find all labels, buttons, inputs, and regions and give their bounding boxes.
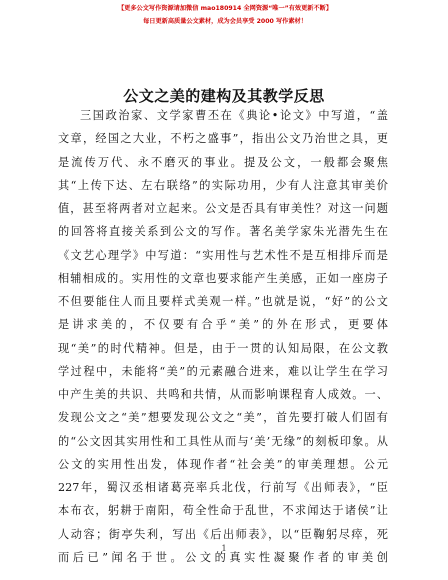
body-line: 发现公文之“美”想要发现公文之“美”，首先要打破人们固有	[58, 411, 388, 425]
body-line: 本布衣，躬耕于南阳，苟全性命于乱世，不求闻达于诸侯”让	[58, 504, 388, 518]
body-line: 公文的实用性出发，体现作者“社会美”的审美理想。公元	[58, 457, 388, 471]
body-line: 是讲求美的，不仅要有合乎“美”的外在形式，更要体	[58, 318, 388, 332]
page-number: 1	[221, 544, 227, 553]
promo-line-2: 每日更新高质量公文素材，成为会员享受 2000 写作素材！	[143, 18, 307, 25]
body-line: 的“公文因其实用性和工具性从而与‘美’无缘”的刻板印象。从	[58, 434, 388, 448]
body-line: 相辅相成的。实用性的文章也要求能产生美感，正如一座房子	[58, 271, 388, 285]
body-line: 不但要能住人而且要样式美观一样。”也就是说，“好”的公文	[58, 295, 388, 308]
body-line: 227年，蜀汉丞相诸葛亮率兵北伐，行前写《出师表》，“臣	[58, 481, 388, 494]
body-line: 是流传万代、永不磨灭的事业。提及公文，一般都会聚焦	[58, 155, 388, 169]
body-line: 《文艺心理学》中写道：“实用性与艺术性不是互相排斥而是	[58, 248, 388, 262]
body-line: 现“美”的时代精神。但是，由于一贯的认知局限，在公文教	[58, 341, 388, 355]
body-line: 而后已”闻名于世。公文的真实性凝聚作者的审美创	[58, 550, 388, 564]
promo-line-1: 【更多公文写作资源请加微信 mao180914 全网资源“唯一”有效更新不断】	[118, 5, 333, 12]
body-line: 中产生美的共识、共鸣和共情，从而影响课程育人成效。一、	[58, 388, 388, 401]
body-line: 学过程中，未能将“美”的元素融合进来，难以让学生在学习	[58, 364, 388, 378]
promo-banner	[118, 2, 332, 28]
body-line: 的回答将直接关系到公文的写作。著名美学家朱光潜先生在	[58, 225, 388, 239]
body-line: 其“上传下达、左右联络”的实际功用，少有人注意其审美价	[58, 178, 388, 192]
body-line: 值，甚至将两者对立起来。公文是否具有审美性？对这一问题	[58, 202, 388, 215]
document-body	[58, 104, 388, 569]
body-line: 人动容；街亭失利，写出《后出师表》，以“臣鞠躬尽瘁，死	[58, 527, 388, 541]
body-line: 三国政治家、文学家曹丕在《典论•论文》中写道，“盖	[80, 109, 388, 122]
body-line: 文章，经国之大业，不朽之盛事”，指出公文乃治世之具，更	[58, 132, 388, 146]
document-title: 公文之美的建构及其教学反思	[123, 87, 325, 105]
